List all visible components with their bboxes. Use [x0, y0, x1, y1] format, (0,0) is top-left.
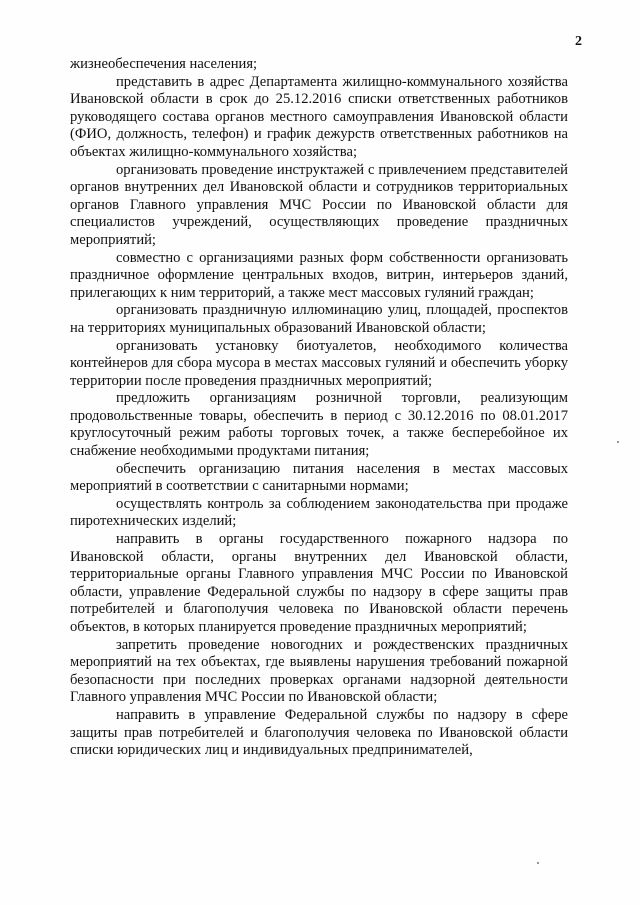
paragraph-6: предложить организациям розничной торговли, реализующим продовольственные товары, обеспечить в период с 30.12.2016 по 08.01.2017 круглосуточный режим работы торговых точек, а также бесперебойное их снабжение необходимыми продуктами питания;: [70, 390, 568, 460]
paragraph-11: направить в управление Федеральной службы по надзору в сфере защиты прав потребителей и благополучия человека по Ивановской области списки юридических лиц и индивидуальных предпринимателей,: [70, 706, 568, 759]
paragraph-3: совместно с организациями разных форм собственности организовать праздничное оформление центральных входов, витрин, интерьеров зданий, прилегающих к ним территорий, а также мест массовых гуляний граждан;: [70, 249, 568, 301]
paragraph-5: организовать установку биотуалетов, необходимого количества контейнеров для сбора мусора в местах массовых гуляний и обеспечить уборку территории после проведения праздничных мероприятий;: [70, 337, 568, 389]
paragraph-7: обеспечить организацию питания населения в местах массовых мероприятий в соответствии с санитарными нормами;: [70, 460, 568, 495]
paragraph-9: направить в органы государственного пожарного надзора по Ивановской области, органы внутренних дел Ивановской области, территориальные органы Главного управления МЧС России по Ивановской области, управление Федеральной службы по надзору в сфере защиты прав потребителей и благополучия человека по Ивановской области перечень объектов, в которых планируется проведение праздничных мероприятий;: [70, 531, 568, 635]
paragraph-8: осуществлять контроль за соблюдением законодательства при продаже пиротехнических изделий;: [70, 495, 568, 530]
paragraph-1: представить в адрес Департамента жилищно-коммунального хозяйства Ивановской области в срок до 25.12.2016 списки ответственных работников руководящего состава органов местного самоуправления Ивановской области (ФИО, должность, телефон) и график дежурств ответственных работников на объектах жилищно-коммунального хозяйства;: [70, 73, 568, 160]
paragraph-4: организовать праздничную иллюминацию улиц, площадей, проспектов на территориях муниципальных образований Ивановской области;: [70, 302, 568, 336]
scan-speck: [617, 441, 619, 443]
paragraph-2: организовать проведение инструктажей с привлечением представителей органов внутренних дел Ивановской области и сотрудников территориальных органов Главного управления МЧС России по Ивановской области для специалистов учреждений, осуществляющих проведение праздничных мероприятий;: [70, 161, 568, 248]
scan-speck: [537, 862, 539, 864]
document-body: [70, 56, 568, 760]
paragraph-0: жизнеобеспечения населения;: [70, 56, 258, 72]
paragraph-10: запретить проведение новогодних и рождественских праздничных мероприятий на тех объектах, где выявлены нарушения требований пожарной безопасности при последних проверках органами надзорной деятельности Главного управления МЧС России по Ивановской области;: [70, 636, 568, 706]
page-number: 2: [575, 34, 582, 49]
